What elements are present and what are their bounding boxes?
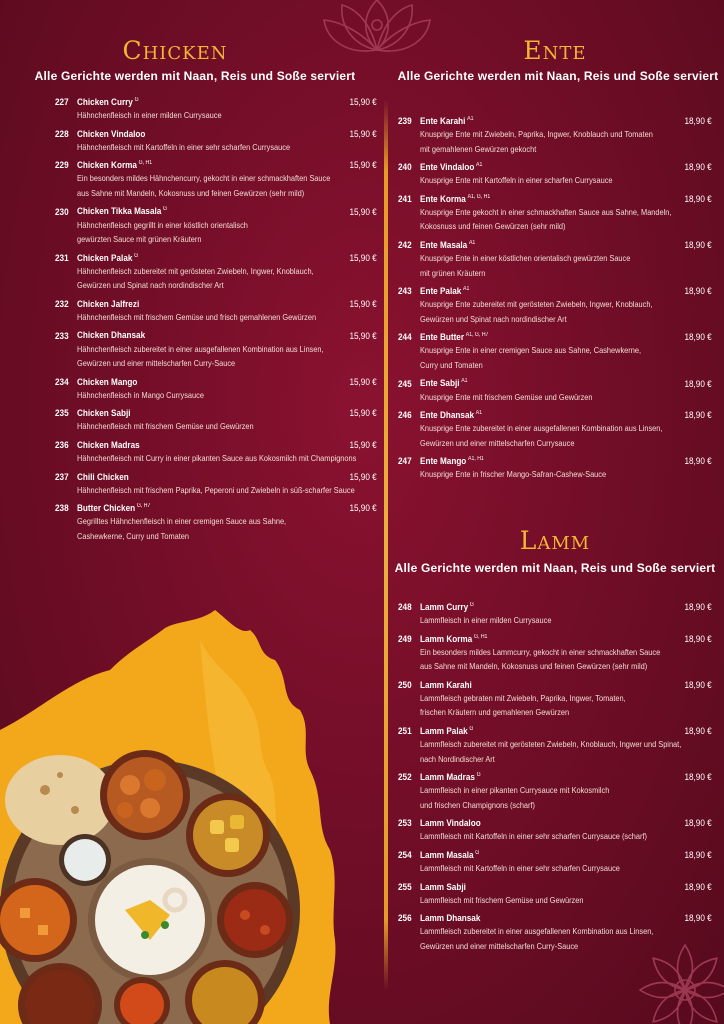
item-description-line: Curry und Tomaten (420, 359, 483, 370)
item-name (420, 286, 644, 297)
menu-item (55, 160, 377, 200)
item-description (420, 343, 704, 372)
menu-item-row (398, 602, 712, 613)
item-description-line: Lammfleisch mit Kartoffeln in einer sehr scharfen Currysauce (420, 863, 620, 874)
item-number: 228 (55, 128, 69, 140)
item-description (420, 924, 704, 953)
menu-item-row (398, 194, 712, 205)
item-price: 15,90 € (349, 376, 377, 388)
item-description (77, 310, 361, 325)
item-description (420, 829, 704, 844)
menu-item (55, 299, 377, 325)
mandala-ornament-icon (322, 0, 432, 55)
item-price: 18,90 € (684, 881, 712, 893)
item-price: 18,90 € (684, 456, 712, 468)
section-title-lamm: Lamm (519, 526, 591, 555)
menu-item-row (398, 162, 712, 173)
item-name (420, 882, 644, 893)
item-name (77, 440, 308, 451)
item-number: 234 (55, 376, 69, 388)
section-title-chicken: Chicken (122, 36, 228, 65)
menu-item-row (55, 129, 377, 140)
menu-item-row (398, 378, 712, 389)
item-price: 18,90 € (684, 410, 712, 422)
item-description (420, 390, 704, 405)
section-title-ente: Ente (523, 36, 587, 65)
item-description (420, 737, 704, 766)
item-description-line: Knusprige Ente mit Kartoffeln in einer scharfen Currysauce (420, 175, 613, 186)
item-name (420, 378, 644, 389)
menu-item (398, 680, 712, 720)
item-name (420, 913, 644, 924)
menu-item-row (55, 503, 377, 514)
allergen-codes: G (134, 252, 139, 259)
menu-item (398, 332, 712, 372)
menu-item-row (55, 97, 377, 108)
item-name-text: Chicken Dhansak (77, 330, 146, 342)
item-price: 18,90 € (684, 633, 712, 645)
item-number: 251 (398, 726, 412, 738)
item-name-text: Chicken Jalfrezi (77, 298, 140, 310)
item-price: 15,90 € (349, 503, 377, 515)
item-description-line: Hähnchenfleisch in einer milden Currysauce (77, 110, 222, 121)
menu-item-row (55, 330, 377, 341)
item-description-line: und frischen Champignons (scharf) (420, 799, 536, 810)
item-number: 248 (398, 602, 412, 614)
item-description (77, 451, 361, 466)
item-price: 15,90 € (349, 408, 377, 420)
item-number: 232 (55, 298, 69, 310)
item-name-text: Lamm Palak (420, 726, 468, 738)
item-description-line: mit gemahlenen Gewürzen gekocht (420, 143, 537, 154)
item-name (77, 330, 308, 341)
item-name (420, 116, 644, 127)
menu-item (398, 913, 712, 953)
menu-item-row (55, 377, 377, 388)
column-divider (384, 100, 388, 990)
allergen-codes: G (163, 206, 168, 213)
item-price: 18,90 € (684, 286, 712, 298)
item-description-line: Hähnchenfleisch mit frischem Paprika, Peperoni und Zwiebeln in süß-scharfer Sauce (77, 484, 355, 495)
item-name-text: Ente Dhansak (420, 410, 475, 422)
item-description-line: Gegrilltes Hähnchenfleisch in einer cremigen Sauce aus Sahne, (77, 516, 287, 527)
item-description-line: Hähnchenfleisch in Mango Currysauce (77, 389, 204, 400)
menu-item (398, 634, 712, 674)
item-number: 255 (398, 881, 412, 893)
item-name-text: Lamm Masala (420, 850, 474, 862)
item-number: 231 (55, 252, 69, 264)
item-description (77, 108, 361, 123)
item-description (77, 483, 361, 498)
item-description-line: Lammfleisch in einer milden Currysauce (420, 615, 552, 626)
item-name (77, 97, 308, 108)
item-description-line: Gewürzen und einer mittelscharfen Currysauce (420, 437, 575, 448)
item-price: 18,90 € (684, 850, 712, 862)
menu-item (398, 772, 712, 812)
menu-item-row (398, 680, 712, 691)
item-description-line: Gewürzen und einer mittelscharfen Curry-Sauce (420, 940, 579, 951)
item-price: 18,90 € (684, 378, 712, 390)
item-description-line: Ein besonders mildes Lammcurry, gekocht in einer schmackhaften Sauce (420, 646, 661, 657)
item-description-line: Kokosnuss und feinen Gewürzen (sehr mild) (420, 221, 566, 232)
menu-item-row (398, 850, 712, 861)
item-description (420, 645, 704, 674)
item-number: 229 (55, 160, 69, 172)
allergen-codes: G, H1 (138, 160, 153, 167)
item-name (420, 680, 644, 691)
item-description-line: Lammfleisch zubereitet in einer ausgefallenen Kombination aus Linsen, (420, 926, 654, 937)
item-name-text: Chicken Mango (77, 376, 138, 388)
item-number: 236 (55, 440, 69, 452)
item-description (420, 467, 704, 482)
item-price: 18,90 € (684, 913, 712, 925)
item-name (420, 818, 644, 829)
item-description-line: mit grünen Kräutern (420, 267, 486, 278)
item-description-line: Knusprige Ente mit Zwiebeln, Paprika, Ingwer, Knoblauch und Tomaten (420, 129, 653, 140)
allergen-codes: A1 (475, 410, 483, 417)
menu-item-row (398, 456, 712, 467)
item-description-line: Lammfleisch gebraten mit Zwiebeln, Paprika, Ingwer, Tomaten, (420, 692, 626, 703)
item-name-text: Lamm Karahi (420, 679, 472, 691)
item-number: 237 (55, 471, 69, 483)
item-number: 240 (398, 162, 412, 174)
item-name (77, 206, 308, 217)
menu-item-row (398, 410, 712, 421)
item-number: 246 (398, 410, 412, 422)
item-number: 227 (55, 97, 69, 109)
menu-item (398, 882, 712, 908)
item-description-line: Lammfleisch mit frischem Gemüse und Gewürzen (420, 894, 584, 905)
item-description (77, 342, 361, 371)
item-name-text: Lamm Vindaloo (420, 818, 481, 830)
menu-item-row (398, 913, 712, 924)
item-description (420, 613, 704, 628)
item-description-line: Gewürzen und Spinat nach nordindischer Art (77, 280, 224, 291)
menu-list-ente (398, 116, 712, 488)
menu-item (55, 206, 377, 246)
item-number: 230 (55, 206, 69, 218)
item-description (420, 421, 704, 450)
item-description-line: Knusprige Ente in einer köstlichen orientalisch gewürzten Sauce (420, 253, 631, 264)
item-name-text: Chicken Madras (77, 440, 140, 452)
item-number: 239 (398, 116, 412, 128)
item-name-text: Chicken Curry (77, 97, 133, 109)
menu-item-row (55, 206, 377, 217)
allergen-codes: A1 (476, 162, 483, 169)
menu-item (55, 97, 377, 123)
menu-item-row (55, 299, 377, 310)
item-description-line: Knusprige Ente zubereitet mit gerösteten Zwiebeln, Ingwer, Knoblauch, (420, 299, 653, 310)
item-number: 235 (55, 408, 69, 420)
item-description (420, 691, 704, 720)
item-name (420, 240, 644, 251)
item-name-text: Butter Chicken (77, 503, 136, 515)
allergen-codes: G, H1 (473, 633, 488, 640)
menu-item-row (398, 286, 712, 297)
item-number: 242 (398, 240, 412, 252)
item-description-line: aus Sahne mit Mandeln, Kokosnuss und feinen Gewürzen (sehr mild) (77, 187, 305, 198)
item-description-line: Gewürzen und einer mittelscharfen Curry-Sauce (77, 358, 236, 369)
item-description-line: Lammfleisch zubereitet mit gerösteten Zwiebeln, Knoblauch, Ingwer und Spinat, (420, 739, 682, 750)
item-name-text: Ente Butter (420, 332, 465, 344)
item-name (420, 194, 644, 205)
item-name (77, 299, 308, 310)
item-description (77, 171, 361, 200)
item-description (420, 297, 704, 326)
item-description (77, 140, 361, 155)
menu-item-row (398, 116, 712, 127)
item-description (77, 419, 361, 434)
item-name-text: Lamm Madras (420, 772, 475, 784)
item-description-line: Hähnchenfleisch mit frischem Gemüse und frisch gemahlenen Gewürzen (77, 311, 317, 322)
menu-item (398, 850, 712, 876)
item-description-line: frischen Kräutern und gemahlenen Gewürzen (420, 707, 570, 718)
item-price: 15,90 € (349, 160, 377, 172)
item-number: 245 (398, 378, 412, 390)
item-description (420, 127, 704, 156)
menu-item (55, 330, 377, 370)
item-name (420, 332, 644, 343)
item-description-line: gewürzten Sauce mit grünen Kräutern (77, 234, 202, 245)
item-name (420, 602, 644, 613)
item-description (420, 783, 704, 812)
menu-item (55, 503, 377, 543)
item-description (420, 861, 704, 876)
menu-item (398, 162, 712, 188)
item-description-line: Hähnchenfleisch mit Curry in einer pikanten Sauce aus Kokosmilch mit Champignons (77, 453, 357, 464)
section-subtitle-lamm: Alle Gerichte werden mit Naan, Reis und Soße serviert (394, 561, 716, 575)
item-number: 243 (398, 286, 412, 298)
item-price: 18,90 € (684, 116, 712, 128)
menu-item (398, 240, 712, 280)
item-name (77, 503, 308, 514)
menu-item-row (398, 726, 712, 737)
item-description-line: Lammfleisch in einer pikanten Currysauce mit Kokosmilch (420, 785, 610, 796)
item-price: 15,90 € (349, 471, 377, 483)
item-name-text: Ente Masala (420, 240, 468, 252)
item-name-text: Chicken Korma (77, 160, 137, 172)
item-description (77, 514, 361, 543)
item-price: 15,90 € (349, 97, 377, 109)
item-description-line: Knusprige Ente gekocht in einer schmackhaften Sauce aus Sahne, Mandeln, (420, 206, 672, 217)
allergen-codes: A1 (468, 239, 476, 246)
item-description-line: Gewürzen und Spinat nach nordindischer Art (420, 313, 567, 324)
menu-item (398, 726, 712, 766)
item-description-line: Knusprige Ente mit frischem Gemüse und Gewürzen (420, 391, 593, 402)
item-price: 15,90 € (349, 330, 377, 342)
menu-item-row (55, 472, 377, 483)
item-name (420, 850, 644, 861)
menu-item (55, 472, 377, 498)
menu-item (55, 408, 377, 434)
menu-item (398, 378, 712, 404)
item-name-text: Ente Vindaloo (420, 162, 475, 174)
item-name-text: Ente Korma (420, 193, 466, 205)
item-description (420, 173, 704, 188)
menu-list-chicken (55, 97, 377, 549)
item-price: 18,90 € (684, 818, 712, 830)
item-description (77, 388, 361, 403)
item-name-text: Lamm Sabji (420, 881, 466, 893)
item-description-line: Knusprige Ente in einer cremigen Sauce aus Sahne, Cashewkerne, (420, 345, 642, 356)
item-name-text: Ente Sabji (420, 378, 460, 390)
item-description-line: Hähnchenfleisch mit frischem Gemüse und Gewürzen (77, 421, 254, 432)
item-number: 252 (398, 772, 412, 784)
allergen-codes: G (469, 725, 474, 732)
allergen-codes: G (134, 97, 139, 103)
item-number: 250 (398, 679, 412, 691)
allergen-codes: A1 (463, 286, 470, 293)
menu-item (398, 194, 712, 234)
item-name-text: Lamm Curry (420, 602, 469, 614)
item-number: 256 (398, 913, 412, 925)
item-description (420, 205, 704, 234)
menu-item (398, 286, 712, 326)
item-name-text: Ente Mango (420, 456, 467, 468)
item-description-line: Knusprige Ente in frischer Mango-Safran-Cashew-Sauce (420, 469, 607, 480)
item-description (420, 893, 704, 908)
menu-item-row (55, 440, 377, 451)
allergen-codes: A1, G, H7 (465, 332, 489, 339)
menu-item (398, 456, 712, 482)
item-price: 18,90 € (684, 726, 712, 738)
item-description (77, 264, 361, 293)
menu-item (398, 410, 712, 450)
menu-item (398, 116, 712, 156)
item-description (420, 251, 704, 280)
item-name-text: Chili Chicken (77, 471, 129, 483)
item-price: 18,90 € (684, 240, 712, 252)
item-price: 15,90 € (349, 440, 377, 452)
menu-item (398, 818, 712, 844)
item-name (77, 129, 308, 140)
item-name (420, 410, 644, 421)
item-description-line: Knusprige Ente zubereitet in einer ausgefallenen Kombination aus Linsen, (420, 423, 663, 434)
item-number: 249 (398, 633, 412, 645)
item-description-line: aus Sahne mit Mandeln, Kokosnuss und feinen Gewürzen (sehr mild) (420, 661, 648, 672)
item-number: 247 (398, 456, 412, 468)
item-price: 15,90 € (349, 298, 377, 310)
menu-item (55, 377, 377, 403)
menu-item-row (398, 772, 712, 783)
item-price: 15,90 € (349, 252, 377, 264)
item-description-line: Hähnchenfleisch zubereitet mit gerösteten Zwiebeln, Ingwer, Knoblauch, (77, 265, 314, 276)
item-number: 244 (398, 332, 412, 344)
menu-item (55, 440, 377, 466)
menu-item-row (398, 634, 712, 645)
menu-item (398, 602, 712, 628)
menu-item-row (398, 240, 712, 251)
item-name-text: Ente Palak (420, 286, 462, 298)
allergen-codes: A1, G, H1 (467, 193, 491, 200)
item-number: 254 (398, 850, 412, 862)
item-name (77, 408, 308, 419)
item-price: 18,90 € (684, 162, 712, 174)
item-number: 238 (55, 503, 69, 515)
menu-item-row (398, 818, 712, 829)
item-name (420, 456, 644, 467)
item-description-line: Hähnchenfleisch zubereitet in einer ausgefallenen Kombination aus Linsen, (77, 343, 324, 354)
section-subtitle-chicken: Alle Gerichte werden mit Naan, Reis und Soße serviert (34, 69, 356, 83)
item-name (77, 377, 308, 388)
allergen-codes: A1, H1 (468, 456, 484, 463)
item-description-line: Cashewkerne, Curry und Tomaten (77, 530, 190, 541)
item-name (420, 634, 644, 645)
menu-item-row (55, 253, 377, 264)
item-price: 18,90 € (684, 602, 712, 614)
item-name (420, 772, 644, 783)
item-name (420, 726, 644, 737)
item-price: 18,90 € (684, 679, 712, 691)
section-subtitle-ente: Alle Gerichte werden mit Naan, Reis und Soße serviert (397, 69, 719, 83)
menu-item (55, 129, 377, 155)
item-number: 233 (55, 330, 69, 342)
menu-list-lamm (398, 602, 712, 959)
allergen-codes: G (476, 772, 481, 779)
item-price: 18,90 € (684, 193, 712, 205)
item-description-line: Hähnchenfleisch gegrillt in einer köstlich orientalisch (77, 219, 248, 230)
item-description-line: Ein besonders mildes Hähnchencurry, gekocht in einer schmackhaften Sauce (77, 173, 331, 184)
item-name-text: Lamm Dhansak (420, 913, 481, 925)
item-description-line: Lammfleisch mit Kartoffeln in einer sehr scharfen Currysauce (scharf) (420, 831, 648, 842)
item-price: 15,90 € (349, 206, 377, 218)
allergen-codes: G (475, 849, 480, 856)
menu-item (55, 253, 377, 293)
item-name-text: Chicken Palak (77, 252, 133, 264)
menu-item-row (55, 408, 377, 419)
item-description-line: Hähnchenfleisch mit Kartoffeln in einer sehr scharfen Currysauce (77, 141, 291, 152)
item-price: 18,90 € (684, 772, 712, 784)
allergen-codes: G (469, 602, 474, 608)
item-number: 241 (398, 193, 412, 205)
allergen-codes: G, H7 (136, 503, 151, 510)
item-number: 253 (398, 818, 412, 830)
item-name-text: Lamm Korma (420, 633, 473, 645)
item-name-text: Chicken Tikka Masala (77, 206, 162, 218)
item-name (77, 160, 308, 171)
menu-item-row (398, 332, 712, 343)
item-name (77, 472, 308, 483)
item-price: 18,90 € (684, 332, 712, 344)
food-platter-image (0, 740, 300, 1024)
item-name (420, 162, 644, 173)
item-price: 15,90 € (349, 128, 377, 140)
menu-item-row (398, 882, 712, 893)
allergen-codes: A1 (467, 116, 474, 122)
item-description-line: nach Nordindischer Art (420, 753, 495, 764)
item-name-text: Chicken Vindaloo (77, 128, 146, 140)
item-name (77, 253, 308, 264)
item-name-text: Chicken Sabji (77, 408, 131, 420)
item-name-text: Ente Karahi (420, 116, 466, 128)
item-description (77, 218, 361, 247)
allergen-codes: A1 (461, 378, 468, 385)
menu-item-row (55, 160, 377, 171)
